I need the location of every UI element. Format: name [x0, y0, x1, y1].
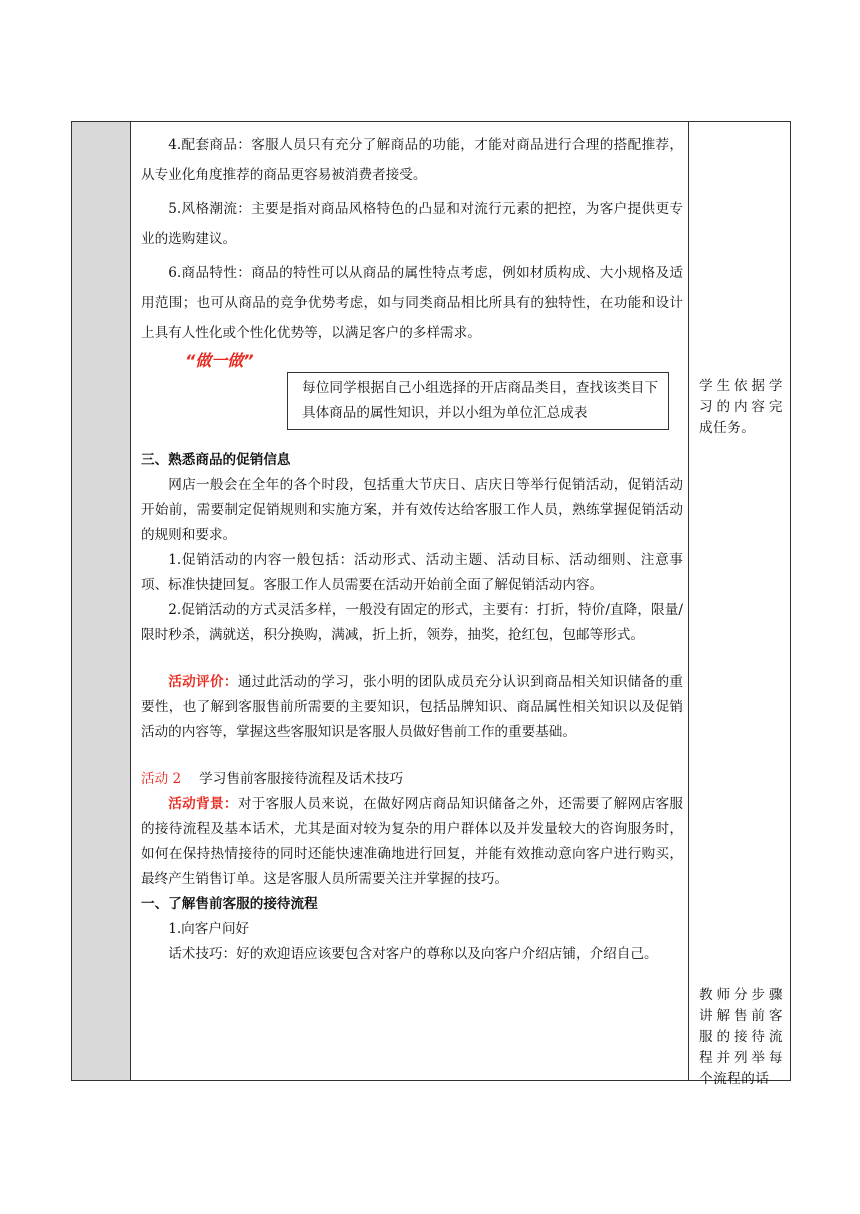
notes-column [688, 122, 790, 1087]
step1-tip: 话术技巧：好的欢迎语应该要包含对客户的尊称以及向客户介绍店铺，介绍自己。 [168, 946, 658, 962]
paragraph-item4: 4.配套商品：客服人员只有充分了解商品的功能，才能对商品进行合理的搭配推荐，从专业化角度推荐的商品更容易被消费者接受。 [141, 137, 683, 183]
section3-intro: 网店一般会在全年的各个时段，包括重大节庆日、店庆日等举行促销活动，促销活动开始前，需要制定促销规则和实施方案，并有效传达给客服工作人员，熟练掌握促销活动的规则和要求。 [141, 477, 683, 543]
zuoyizuo-label: “做一做” [185, 351, 254, 370]
eval-text: 通过此活动的学习，张小明的团队成员充分认识到商品相关知识储备的重要性，也了解到客服售前所需要的主要知识，包括品牌知识、商品属性相关知识以及促销活动的内容等，掌握这些客服知识是客服人员做好售前工作的重要基础。 [141, 674, 684, 740]
section1-title: 一、了解售前客服的接待流程 [141, 896, 318, 912]
promo-item2: 2.促销活动的方式灵活多样，一般没有固定的形式，主要有：打折，特价/直降，限量/限时秒杀，满就送，积分换购，满减，折上折，领券，抽奖，抢红包，包邮等形式。 [141, 602, 683, 643]
eval-label: 活动评价： [168, 674, 238, 690]
promo-item1: 1.促销活动的内容一般包括：活动形式、活动主题、活动目标、活动细则、注意事项、标准快捷回复。客服工作人员需要在活动开始前全面了解促销活动内容。 [141, 552, 683, 593]
bg-label: 活动背景： [168, 796, 238, 812]
activity2-title: 学习售前客服接待流程及话术技巧 [199, 771, 404, 787]
activity2-label: 活动 2 [141, 771, 182, 787]
side-note-1: 学生依据学习的内容完成任务。 [699, 378, 783, 436]
content-cell [141, 130, 683, 967]
activity2-heading [141, 767, 683, 792]
side-note-2: 教师分步骤讲解售前客服的接待流程并列举每个流程的话 [699, 987, 783, 1087]
lesson-plan-table [71, 121, 791, 1087]
activity-evaluation [141, 670, 683, 745]
activity-background [141, 792, 683, 892]
section3-title: 三、熟悉商品的促销信息 [141, 452, 291, 468]
task-box: 每位同学根据自己小组选择的开店商品类目，查找该类目下具体商品的属性知识，并以小组为单位汇总成表 [287, 372, 669, 430]
paragraph-item6: 6.商品特性：商品的特性可以从商品的属性特点考虑，例如材质构成、大小规格及适用范围；也可从商品的竞争优势考虑，如与同类商品相比所具有的独特性，在功能和设计上具有人性化或个性化优势等，以满足客户的多样需求。 [141, 265, 683, 341]
left-column [72, 122, 131, 1080]
step1: 1.向客户问好 [168, 921, 250, 937]
paragraph-item5: 5.风格潮流：主要是指对商品风格特色的凸显和对流行元素的把控，为客户提供更专业的选购建议。 [141, 201, 683, 247]
bg-text: 对于客服人员来说，在做好网店商品知识储备之外，还需要了解网店客服的接待流程及基本话术，尤其是面对较为复杂的用户群体以及并发量较大的咨询服务时，如何在保持热情接待的同时还能快速准确地进行回复，并能有效推动意向客户进行购买，最终产生销售订单。这是客服人员所需要关注并掌握的技巧。 [141, 796, 684, 887]
